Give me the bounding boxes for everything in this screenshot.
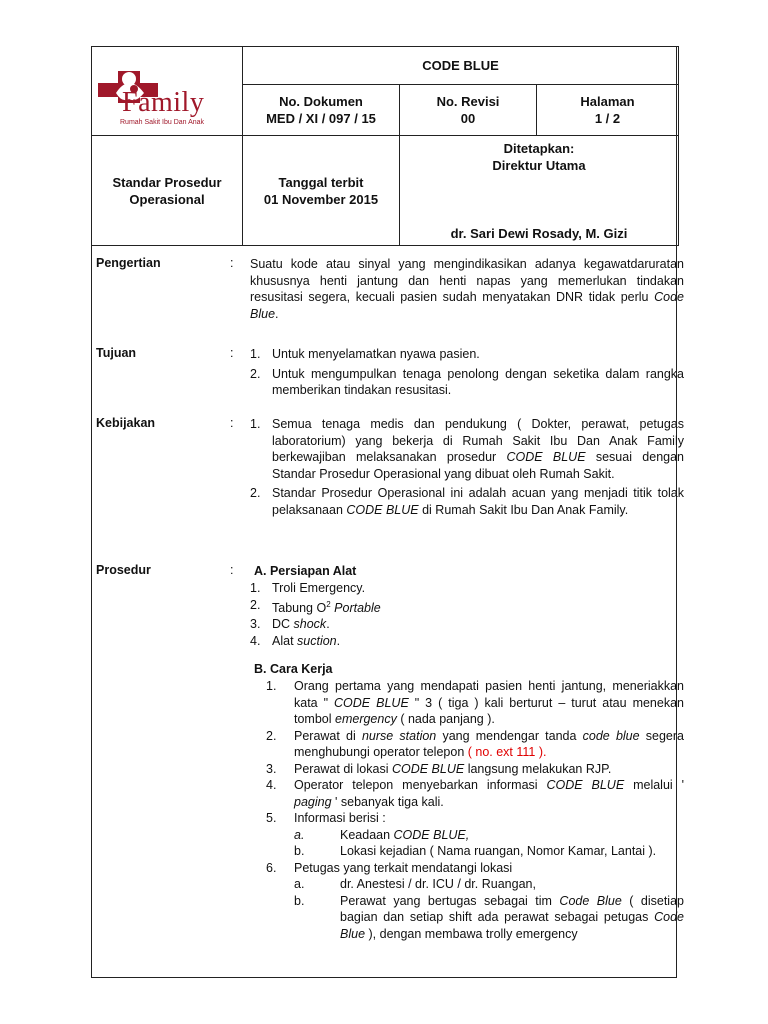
- list-item: 3. DC shock.: [250, 617, 330, 632]
- revision-value: 00: [460, 111, 476, 127]
- list-item: 1. Orang pertama yang mendapati pasien henti jantung, meneriakkan kata " CODE BLUE " 3 ( tiga ) kali berturut – turut atau menekan tombol emergency ( nada panjang ).: [266, 679, 684, 727]
- approval-label: Ditetapkan:: [503, 141, 575, 156]
- list-item: 1. Untuk menyelamatkan nyawa pasien.: [250, 347, 480, 361]
- pengertian-text: Suatu kode atau sinyal yang mengindikasikan adanya kegawatdaruratan khususnya henti jantung dan henti napas yang memerlukan tindakan resusitasi segera, kecuali pasien sudah menyatakan DNR tidak perlu Code Blue.: [250, 257, 684, 321]
- sop-label: Standar Prosedur Operasional: [112, 174, 222, 207]
- issue-date-value: 01 November 2015: [263, 191, 379, 207]
- list-item: 1. Semua tenaga medis dan pendukung ( Dokter, perawat, petugas laboratorium) yang bekerja di Rumah Sakit Ibu Dan Anak Family berkewajiban melaksanakan prosedur CODE BLUE sesuai dengan Standar Prosedur Operasional yang dibuat oleh Rumah Sakit.: [250, 417, 684, 481]
- list-item: 6. Petugas yang terkait mendatangi lokasi: [266, 860, 513, 875]
- section-label: Kebijakan: [96, 416, 156, 430]
- list-item: 2. Standar Prosedur Operasional ini adalah acuan yang menjadi titik tolak pelaksanaan CODE BLUE di Rumah Sakit Ibu Dan Anak Family.: [250, 486, 684, 517]
- colon: :: [230, 563, 234, 577]
- section-label: Prosedur: [96, 563, 151, 577]
- logo-subtitle: Rumah Sakit Ibu Dan Anak: [120, 119, 205, 126]
- page-label: Halaman: [580, 94, 635, 110]
- doc-number-label: No. Dokumen: [279, 94, 363, 110]
- section-label: Tujuan: [96, 346, 137, 360]
- list-item: a. dr. Anestesi / dr. ICU / dr. Ruangan,: [294, 877, 536, 892]
- list-item: b. Lokasi kejadian ( Nama ruangan, Nomor Kamar, Lantai ).: [294, 844, 657, 859]
- prosedur-content: [250, 563, 684, 942]
- subsection-title: A. Persiapan Alat: [254, 564, 357, 578]
- issue-date-label: Tanggal terbit: [278, 174, 364, 190]
- list-item: 3. Perawat di lokasi CODE BLUE langsung melakukan RJP.: [266, 761, 612, 776]
- list-item: 2. Tabung $O^2$ Portable: [250, 597, 381, 615]
- doc-number-cell: [243, 85, 400, 136]
- colon: :: [230, 346, 234, 360]
- list-item: 1. Troli Emergency.: [250, 581, 366, 595]
- kebijakan-list: [250, 416, 684, 521]
- issue-date-cell: [243, 136, 400, 246]
- list-item: 2. Untuk mengumpulkan tenaga penolong dengan seketika dalam rangka memberikan tindakan resusitasi.: [250, 366, 684, 397]
- list-item: 5. Informasi berisi :: [266, 811, 386, 826]
- document-header: [91, 46, 679, 246]
- page-number-cell: [537, 85, 679, 136]
- doc-number-value: MED / XI / 097 / 15: [266, 111, 376, 127]
- sop-cell: [92, 136, 243, 246]
- list-item: 2. Perawat di nurse station yang mendengar tanda code blue segera menghubungi operator telepon ( no. ext 111 ).: [266, 728, 685, 760]
- section-label: Pengertian: [96, 256, 161, 270]
- title-text: CODE BLUE: [422, 58, 499, 74]
- tujuan-list: [250, 346, 684, 402]
- revision-label: No. Revisi: [436, 94, 500, 110]
- list-item: 4. Alat suction.: [250, 633, 341, 648]
- signer-name: dr. Sari Dewi Rosady, M. Gizi: [450, 226, 628, 241]
- approval-cell: [400, 136, 679, 246]
- approval-role: Direktur Utama: [492, 158, 586, 173]
- colon: :: [230, 416, 234, 430]
- list-item: b. Perawat yang bertugas sebagai tim Code Blue ( disetiap bagian dan setiap shift ada perawat sebagai petugas Code Blue ), dengan membawa trolly emergency: [294, 893, 684, 941]
- list-item: a. Keadaan CODE BLUE,: [294, 827, 470, 842]
- colon: :: [230, 256, 234, 270]
- subsection-title: B. Cara Kerja: [254, 662, 333, 677]
- list-item: 4. Operator telepon menyebarkan informasi CODE BLUE melalui ' paging ' sebanyak tiga kali.: [266, 778, 684, 809]
- logo-cell: [92, 47, 243, 136]
- document-title: [243, 47, 679, 85]
- revision-cell: [400, 85, 537, 136]
- logo-name: Family: [122, 87, 205, 118]
- page-value: 1 / 2: [594, 111, 621, 127]
